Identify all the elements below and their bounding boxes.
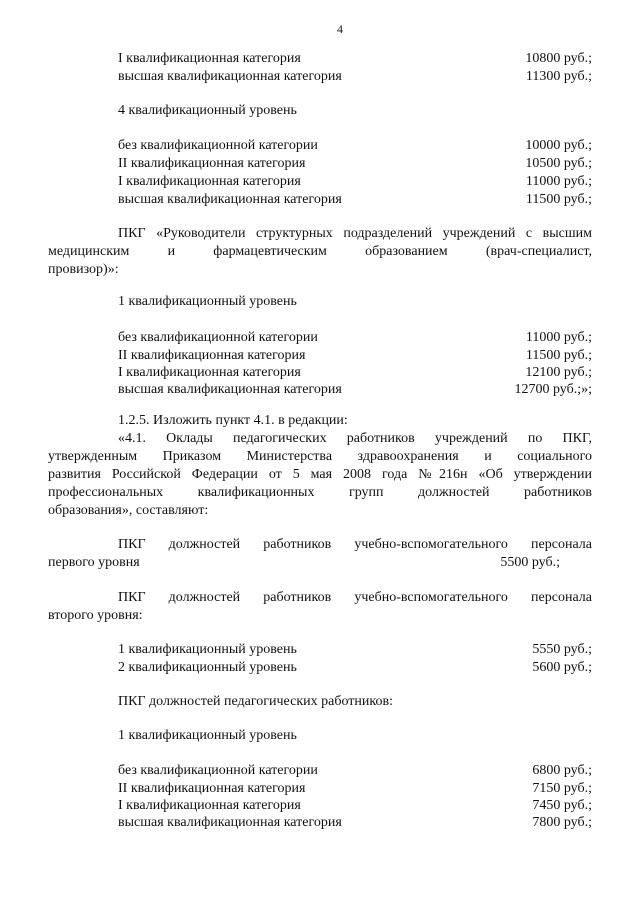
salary-value: 10000 руб.; (525, 138, 592, 153)
pkg-first-line: ПКГ должностей работников учебно-вспомогательного персонала (118, 537, 592, 552)
level-label: 1 квалификационный уровень (118, 642, 297, 657)
salary-value: 7450 руб.; (532, 798, 592, 813)
pkg-second-line: ПКГ должностей работников учебно-вспомогательного персонала (118, 590, 592, 605)
category-label: высшая квалификационная категория (118, 192, 342, 207)
level-heading: 1 квалификационный уровень (118, 294, 297, 309)
salary-value: 12700 руб.;»; (514, 382, 592, 397)
category-label: II квалификационная категория (118, 156, 306, 171)
salary-value: 5600 руб.; (532, 660, 592, 675)
pkg-first-line: первого уровня (48, 555, 140, 570)
salary-value: 11500 руб.; (525, 348, 592, 363)
quote-line: «4.1. Оклады педагогических работников учреждений по ПКГ, (118, 431, 592, 446)
category-label: I квалификационная категория (118, 51, 301, 66)
salary-value: 11500 руб.; (525, 192, 592, 207)
salary-value: 12100 руб.; (525, 365, 592, 380)
level-heading: 4 квалификационный уровень (118, 103, 297, 118)
category-label: высшая квалификационная категория (118, 382, 342, 397)
quote-line: развития Российской Федерации от 5 мая 2008 года №216н «Об утверждении (48, 467, 592, 482)
quote-line: образования», составляют: (48, 503, 209, 518)
category-label: высшая квалификационная категория (118, 69, 342, 84)
pkg-second-line: второго уровня: (48, 608, 143, 623)
salary-value: 7800 руб.; (532, 815, 592, 830)
clause-heading: 1.2.5. Изложить пункт 4.1. в редакции: (118, 413, 348, 428)
category-label: II квалификационная категория (118, 348, 306, 363)
category-label: без квалификационной категории (118, 763, 318, 778)
category-label: I квалификационная категория (118, 798, 301, 813)
category-label: без квалификационной категории (118, 138, 318, 153)
pkg-heads-line: ПКГ «Руководители структурных подразделений учреждений с высшим (118, 226, 592, 241)
category-label: I квалификационная категория (118, 365, 301, 380)
salary-value: 7150 руб.; (532, 781, 592, 796)
salary-value: 10500 руб.; (525, 156, 592, 171)
salary-value: 11300 руб.; (525, 69, 592, 84)
quote-line: утвержденным Приказом Министерства здравоохранения и социального (48, 449, 592, 464)
salary-value: 6800 руб.; (532, 763, 592, 778)
salary-value: 10800 руб.; (525, 51, 592, 66)
salary-value: 11000 руб.; (525, 330, 592, 345)
pkg-ped-heading: ПКГ должностей педагогических работников: (118, 694, 393, 709)
level-label: 2 квалификационный уровень (118, 660, 297, 675)
pkg-heads-line: медицинским и фармацевтическим образованием (врач-специалист, (48, 244, 592, 259)
category-label: без квалификационной категории (118, 330, 318, 345)
level-heading: 1 квалификационный уровень (118, 728, 297, 743)
pkg-heads-line: провизор)»: (48, 262, 119, 277)
page-number: 4 (337, 22, 343, 36)
category-label: II квалификационная категория (118, 781, 306, 796)
quote-line: профессиональных квалификационных групп должностей работников (48, 485, 592, 500)
salary-value: 5500 руб.; (500, 555, 560, 570)
category-label: I квалификационная категория (118, 174, 301, 189)
salary-value: 11000 руб.; (525, 174, 592, 189)
category-label: высшая квалификационная категория (118, 815, 342, 830)
salary-value: 5550 руб.; (532, 642, 592, 657)
